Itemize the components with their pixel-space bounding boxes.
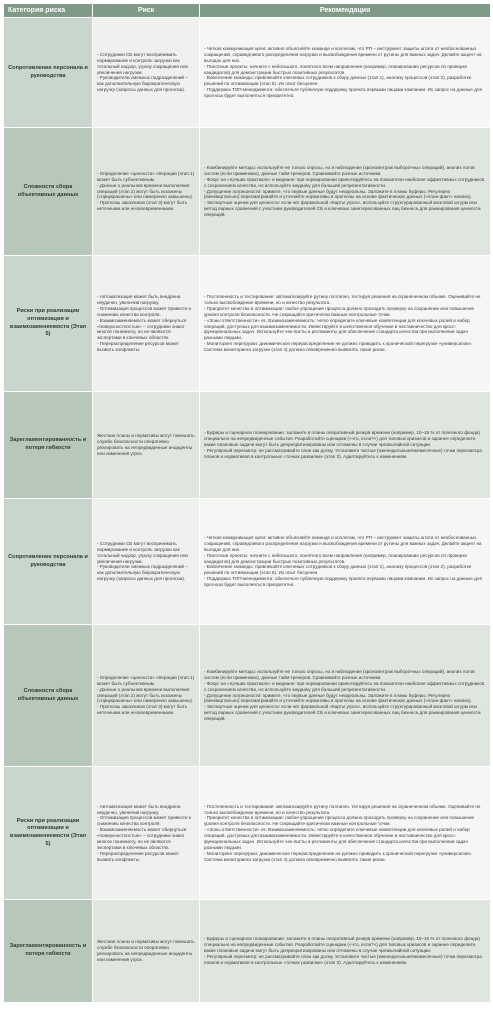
risk-item: - Автоматизация может быть внедрена неудачно, увеличив нагрузку. bbox=[97, 294, 181, 305]
risk-cell bbox=[93, 128, 200, 256]
header-risk: Риск bbox=[93, 4, 200, 18]
risk-cell bbox=[93, 256, 200, 392]
risk-item: - Прогнозы заказчиков (этап 3) могут быть неточными или несвоевременными. bbox=[97, 200, 188, 212]
risk-item: - Оптимизация процессов может привести к снижению качества контроля. bbox=[97, 305, 191, 317]
recommendation-item: - Приоритет качества в оптимизации: любое упрощение процесса должно проходить проверку на сохранение или повышение уровня контроля безопасности. Не сокращайте критически важные контрольные точки. bbox=[204, 815, 475, 827]
risk-item: - Автоматизация может быть внедрена неудачно, увеличив нагрузку. bbox=[97, 803, 181, 815]
recommendation-cell bbox=[200, 499, 491, 625]
table-row bbox=[4, 18, 491, 128]
risk-item: - Данные о реальном времени выполнения операций (этап 2) могут быть искажены («приукрашены» или намеренно завышены). bbox=[97, 686, 194, 704]
risk-item: - Оптимизация процессов может привести к снижению качества контроля. bbox=[97, 815, 191, 827]
recommendation-item: - Экспертные оценки для ценности: если нет формальной «Карты угроз», используйте структурированный мозговой штурм или метод парных сравнений с участием руководителей СБ и ключевых заинтересованных лиц бизнеса для ранжирования ценности операций. bbox=[204, 200, 481, 218]
category-cell: Сложности сбора объективных данных bbox=[4, 128, 93, 256]
table-header-row bbox=[4, 4, 491, 18]
recommendation-cell bbox=[200, 625, 491, 767]
risk-cell bbox=[93, 392, 200, 499]
risk-item: - Определение «ценности» операции (этап 1) может быть субъективным. bbox=[97, 170, 195, 182]
table-row bbox=[4, 767, 491, 900]
recommendation-item: - Комбинируйте методы: используйте не только опросы, но и наблюдение (хронометраж выборочных операций), анализ логов систем (если применимо), данные тайм-трекеров. Сравнивайте разные источники. bbox=[204, 165, 475, 176]
recommendation-item: - Допущение погрешности: примите, что первые данные будут неидеальны. Заложите в планы буферы. Регулярно (ежеквартально) пересматривайте и уточняйте нормативы и прогнозы на основе фактических данных («план-факт» анализ). bbox=[204, 188, 472, 200]
recommendation-item: - Поддержка ТОП-менеджмента: обеспечьте публичную поддержку проекта первыми лицами компании. Их запрос на данные для прогноза будет выполняться приоритетно. bbox=[204, 87, 482, 99]
risk-cell bbox=[93, 18, 200, 128]
risk-cell bbox=[93, 499, 200, 625]
recommendation-item: - Мониторинг перегрузки: динамическое перераспределение не должно приводить к хронической перегрузке «универсалов». Система мониторинга загрузки (этап 4) должна своевременно выявлять такие риски. bbox=[204, 850, 473, 862]
recommendation-item: - Четкая коммуникация цели: активно объясняйте команде и коллегам, что РП – инструмент защиты штата от необоснованных сокращений, справедливого распределения нагрузки и высвобождения времени от рутины для важных задач. Делайте акцент на выгодах для них. bbox=[204, 535, 482, 552]
category-cell: Сопротивление персонала и руководства bbox=[4, 18, 93, 128]
recommendation-item: - Экспертные оценки для ценности: если нет формальной «Карты угроз», используйте структурированный мозговой штурм или метод парных сравнений с участием руководителей СБ и ключевых заинтересованных лиц бизнеса для ранжирования ценности операций. bbox=[204, 704, 481, 722]
header-category: Категория риска bbox=[4, 4, 93, 18]
recommendation-item: - Фокус на «лучших практиках» и медиане: при нормировании ориентируйтесь на показатели наиболее эффективных сотрудников с сохранением качества, но используйте медиану для большей репрезентативности. bbox=[204, 680, 485, 692]
risk-item: - Руководители смежных подразделений – как дополнительную бюрократическую нагрузку (запросы данных для прогноза). bbox=[97, 564, 188, 582]
recommendation-item: - Фокус на «лучших практиках» и медиане: при нормировании ориентируйтесь на показатели наиболее эффективных сотрудников с сохранением качества, но используйте медиану для большей репрезентативности. bbox=[204, 176, 485, 188]
recommendation-item: - Вовлечение команды: привлекайте ключевых сотрудников к сбору данных (этап 1), анализу процессов (этап 2), разработке решений по оптимизации (этап 5). Их опыт бесценен. bbox=[204, 75, 472, 87]
risk-cell bbox=[93, 767, 200, 900]
risk-item: - Сотрудники СБ могут воспринимать нормирование и контроль загрузки как тотальный надзор, угрозу сокращения или увеличения нагрузки. bbox=[97, 51, 188, 75]
recommendation-item: - Регулярный пересмотр: не рассматривайте план как догму. Установите частые (еженедельные/ежемесячные) точки пересмотра планов и нормативов в контрольных «точках развилки» (этап 3). Адаптируйтесь к изменениям. bbox=[204, 953, 482, 965]
table-row bbox=[4, 392, 491, 499]
risk-item: - Перераспределение ресурсов может вызвать конфликты. bbox=[97, 341, 179, 352]
recommendation-item: - Допущение погрешности: примите, что первые данные будут неидеальны. Заложите в планы буферы. Регулярно (ежеквартально) пересматривайте и уточняйте нормативы и прогнозы на основе фактических данных («план-факт» анализ). bbox=[204, 692, 472, 704]
recommendation-item: - Буферы и сценарное планирование: заложите в планы оперативный резерв времени (например, 10–15 % от полезного фонда) специально на непредвиденные события. Разработайте сценарии («что, если?») для типовых кризисов и заранее определите, какие плановые задачи могут быть деприоритизированы или отложены в случае чрезвычайной ситуации. bbox=[204, 430, 480, 448]
risk-item: - Прогнозы заказчиков (этап 3) могут быть неточными или несвоевременными. bbox=[97, 704, 188, 716]
category-cell: Риски при реализации оптимизации и взаимозаменяемости (Этап 5) bbox=[4, 256, 93, 392]
recommendation-item: - Постепенность и тестирование: автоматизируйте рутину поэтапно, тестируя решения на ограниченном объеме. Оценивайте не только высвобождение времени, но и качество результата. bbox=[204, 803, 481, 815]
recommendation-item: - Комбинируйте методы: используйте не только опросы, но и наблюдение (хронометраж выборочных операций), анализ логов систем (если применимо), данные тайм-трекеров. Сравнивайте разные источники. bbox=[204, 669, 475, 680]
recommendation-item: - Вовлечение команды: привлекайте ключевых сотрудников к сбору данных (этап 1), анализу процессов (этап 2), разработке решений по оптимизации (этап 5). Их опыт бесценен. bbox=[204, 564, 472, 576]
recommendation-item: - Приоритет качества в оптимизации: любое упрощение процесса должно проходить проверку на сохранение или повышение уровня контроля безопасности. Не сокращайте критически важные контрольные точки. bbox=[204, 305, 475, 317]
risk-table-container bbox=[3, 3, 490, 1021]
recommendation-item: - Мониторинг перегрузки: динамическое перераспределение не должно приводить к хронической перегрузке «универсалов». Система мониторинга загрузки (этап 4) должна своевременно выявлять такие риски. bbox=[204, 341, 473, 352]
category-cell: Сложности сбора объективных данных bbox=[4, 625, 93, 767]
risk-item: - Сотрудники СБ могут воспринимать нормирование и контроль загрузки как тотальный надзор, угрозу сокращения или увеличения нагрузки. bbox=[97, 540, 188, 564]
recommendation-item: - Пилотные проекты: начните с небольшого, понятного всем направления (например, планирование ресурсов по проверке кандидатов) для демонстрации быстрых позитивных результатов. bbox=[204, 552, 468, 564]
recommendation-item: - «Зоны ответственности» vs. Взаимозаменяемость: четко определите ключевые компетенции для ключевых ролей и набор операций, доступных для взаимозаменяемости. Инвестируйте в качественное обучение и наставничество для кросс-функциональных задач. Используйте чек-листы и регламенты для обеспечения стандарта качества при выполнении задач разными людьми. bbox=[204, 827, 470, 850]
recommendation-item: - Постепенность и тестирование: автоматизируйте рутину поэтапно, тестируя решения на ограниченном объеме. Оценивайте не только высвобождение времени, но и качество результата. bbox=[204, 294, 481, 305]
table-row bbox=[4, 900, 491, 1003]
risk-item: - Определение «ценности» операции (этап 1) может быть субъективным. bbox=[97, 674, 195, 686]
recommendation-item: - Пилотные проекты: начните с небольшого, понятного всем направления (например, планирование ресурсов по проверке кандидатов) для демонстрации быстрых позитивных результатов. bbox=[204, 63, 468, 75]
category-cell: Зарегламентированность и потеря гибкости bbox=[4, 900, 93, 1003]
risk-table bbox=[3, 3, 490, 1003]
risk-item: - Перераспределение ресурсов может вызвать конфликты. bbox=[97, 850, 179, 862]
table-row bbox=[4, 625, 491, 767]
recommendation-item: - Буферы и сценарное планирование: заложите в планы оперативный резерв времени (например, 10–15 % от полезного фонда) специально на непредвиденные события. Разработайте сценарии («что, если?») для типовых кризисов и заранее определите, какие плановые задачи могут быть деприоритизированы или отложены в случае чрезвычайной ситуации. bbox=[204, 936, 480, 954]
recommendation-cell bbox=[200, 392, 491, 499]
risk-item: Жесткие планы и нормативы могут помешать службе безопасности оперативно реагировать на непредвиденные инциденты или изменения угроз. bbox=[97, 433, 195, 456]
category-cell: Риски при реализации оптимизации и взаимозаменяемости (Этап 5) bbox=[4, 767, 93, 900]
recommendation-cell bbox=[200, 900, 491, 1003]
recommendation-item: - Четкая коммуникация цели: активно объясняйте команде и коллегам, что РП – инструмент защиты штата от необоснованных сокращений, справедливого распределения нагрузки и высвобождения времени от рутины для важных задач. Делайте акцент на выгодах для них. bbox=[204, 46, 482, 63]
recommendation-cell bbox=[200, 18, 491, 128]
category-cell: Сопротивление персонала и руководства bbox=[4, 499, 93, 625]
recommendation-cell bbox=[200, 256, 491, 392]
risk-item: Жесткие планы и нормативы могут помешать службе безопасности оперативно реагировать на непредвиденные инциденты или изменения угроз. bbox=[97, 939, 195, 962]
category-cell: Зарегламентированность и потеря гибкости bbox=[4, 392, 93, 499]
risk-item: - Руководители смежных подразделений – как дополнительную бюрократическую нагрузку (запросы данных для прогноза). bbox=[97, 75, 188, 93]
recommendation-item: - Поддержка ТОП-менеджмента: обеспечьте публичную поддержку проекта первыми лицами компании. Их запрос на данные для прогноза будет выполняться приоритетно. bbox=[204, 576, 482, 588]
recommendation-item: - «Зоны ответственности» vs. Взаимозаменяемость: четко определите ключевые компетенции для ключевых ролей и набор операций, доступных для взаимозаменяемости. Инвестируйте в качественное обучение и наставничество для кросс-функциональных задач. Используйте чек-листы и регламенты для обеспечения стандарта качества при выполнении задач разными людьми. bbox=[204, 317, 470, 341]
recommendation-cell bbox=[200, 128, 491, 256]
recommendation-item: - Регулярный пересмотр: не рассматривайте план как догму. Установите частые (еженедельные/ежемесячные) точки пересмотра планов и нормативов в контрольных «точках развилки» (этап 3). Адаптируйтесь к изменениям. bbox=[204, 447, 482, 459]
risk-item: - Данные о реальном времени выполнения операций (этап 2) могут быть искажены («приукрашены» или намеренно завышены). bbox=[97, 182, 194, 200]
header-recommendation: Рекомендация bbox=[200, 4, 491, 18]
risk-item: - Взаимозаменяемость может обернуться «поверхностностью» – сотрудники знают многое понемногу, но не являются экспертами в ключевых областях. bbox=[97, 317, 187, 341]
risk-cell bbox=[93, 625, 200, 767]
table-row bbox=[4, 499, 491, 625]
table-row bbox=[4, 128, 491, 256]
table-row bbox=[4, 256, 491, 392]
recommendation-cell bbox=[200, 767, 491, 900]
risk-cell bbox=[93, 900, 200, 1003]
risk-item: - Взаимозаменяемость может обернуться «поверхностностью» – сотрудники знают многое понемногу, но не являются экспертами в ключевых областях. bbox=[97, 827, 187, 850]
